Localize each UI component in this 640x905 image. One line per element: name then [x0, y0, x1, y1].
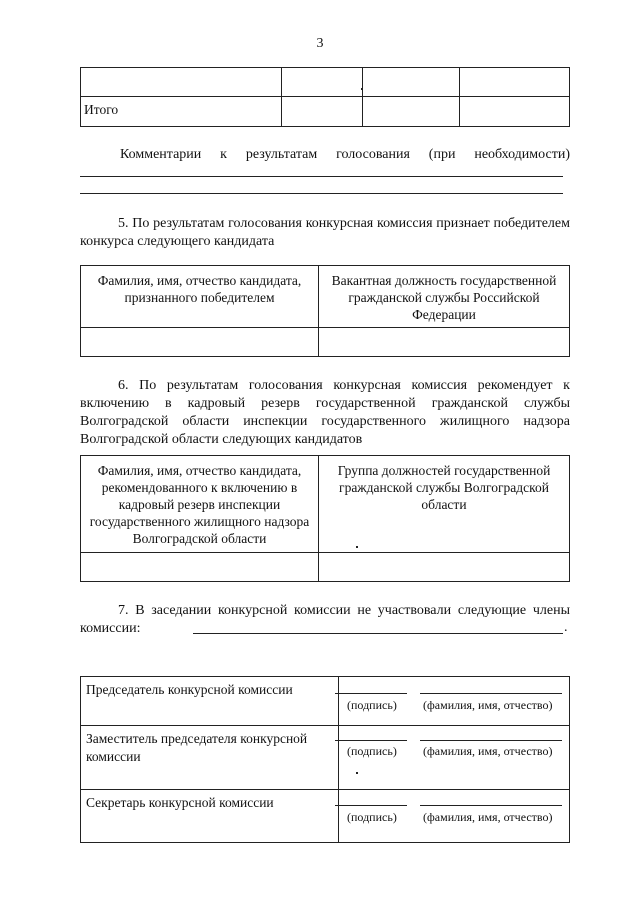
total-label: Итого [81, 97, 282, 127]
table-cell [282, 97, 363, 127]
name-line [420, 693, 562, 694]
signature-line [335, 805, 407, 806]
chairman-role: Председатель конкурсной комиссии [81, 677, 339, 726]
absent-members-line [193, 633, 563, 634]
deputy-role: Заместитель председателя конкурсной комиссии [81, 726, 339, 790]
table-cell [81, 553, 319, 582]
scan-dot [356, 772, 358, 774]
page-number: 3 [316, 36, 324, 51]
signature-line [335, 693, 407, 694]
winner-table [80, 265, 570, 357]
table-cell [81, 328, 319, 357]
table-cell [460, 68, 570, 97]
votes-table [80, 67, 570, 127]
signature-caption: (подпись) [347, 744, 397, 758]
group-header: Группа должностей государственной гражданской службы Волгоградской области [319, 456, 570, 553]
section6-text: 6. По результатам голосования конкурсная комиссия рекомендует к включению в кадровый резерв государственной гражданской службы Волгоградской области инспекции государственного жилищного надзора Волгоградской области следующих кандидатов [80, 378, 570, 447]
comments-line [80, 176, 563, 177]
secretary-role: Секретарь конкурсной комиссии [81, 790, 339, 843]
period: . [564, 620, 568, 635]
table-cell [81, 68, 282, 97]
signature-caption: (подпись) [347, 810, 397, 824]
table-cell [363, 68, 460, 97]
name-line [420, 805, 562, 806]
table-cell [319, 328, 570, 357]
name-caption: (фамилия, имя, отчество) [423, 698, 553, 712]
reserve-table [80, 455, 570, 582]
table-cell [460, 97, 570, 127]
signature-line [335, 740, 407, 741]
scan-dot [356, 546, 358, 548]
comments-text: Комментарии к результатам голосования (при необходимости) [120, 147, 570, 162]
reserve-name-header: Фамилия, имя, отчество кандидата, рекомендованного к включению в кадровый резерв инспекции государственного жилищного надзора Волгоградской области [81, 456, 319, 553]
name-caption: (фамилия, имя, отчество) [423, 810, 553, 824]
name-line [420, 740, 562, 741]
signature-caption: (подпись) [347, 698, 397, 712]
section7-text: 7. В заседании конкурсной комиссии не участвовали следующие члены комиссии: [80, 603, 570, 636]
name-caption: (фамилия, имя, отчество) [423, 744, 553, 758]
table-cell [363, 97, 460, 127]
scan-dot [361, 88, 363, 90]
table-cell [319, 553, 570, 582]
winner-name-header: Фамилия, имя, отчество кандидата, признанного победителем [81, 266, 319, 328]
section5-text: 5. По результатам голосования конкурсная комиссия признает победителем конкурса следующего кандидата [80, 216, 570, 249]
table-cell [282, 68, 363, 97]
vacancy-header: Вакантная должность государственной гражданской службы Российской Федерации [319, 266, 570, 328]
comments-line [80, 193, 563, 194]
